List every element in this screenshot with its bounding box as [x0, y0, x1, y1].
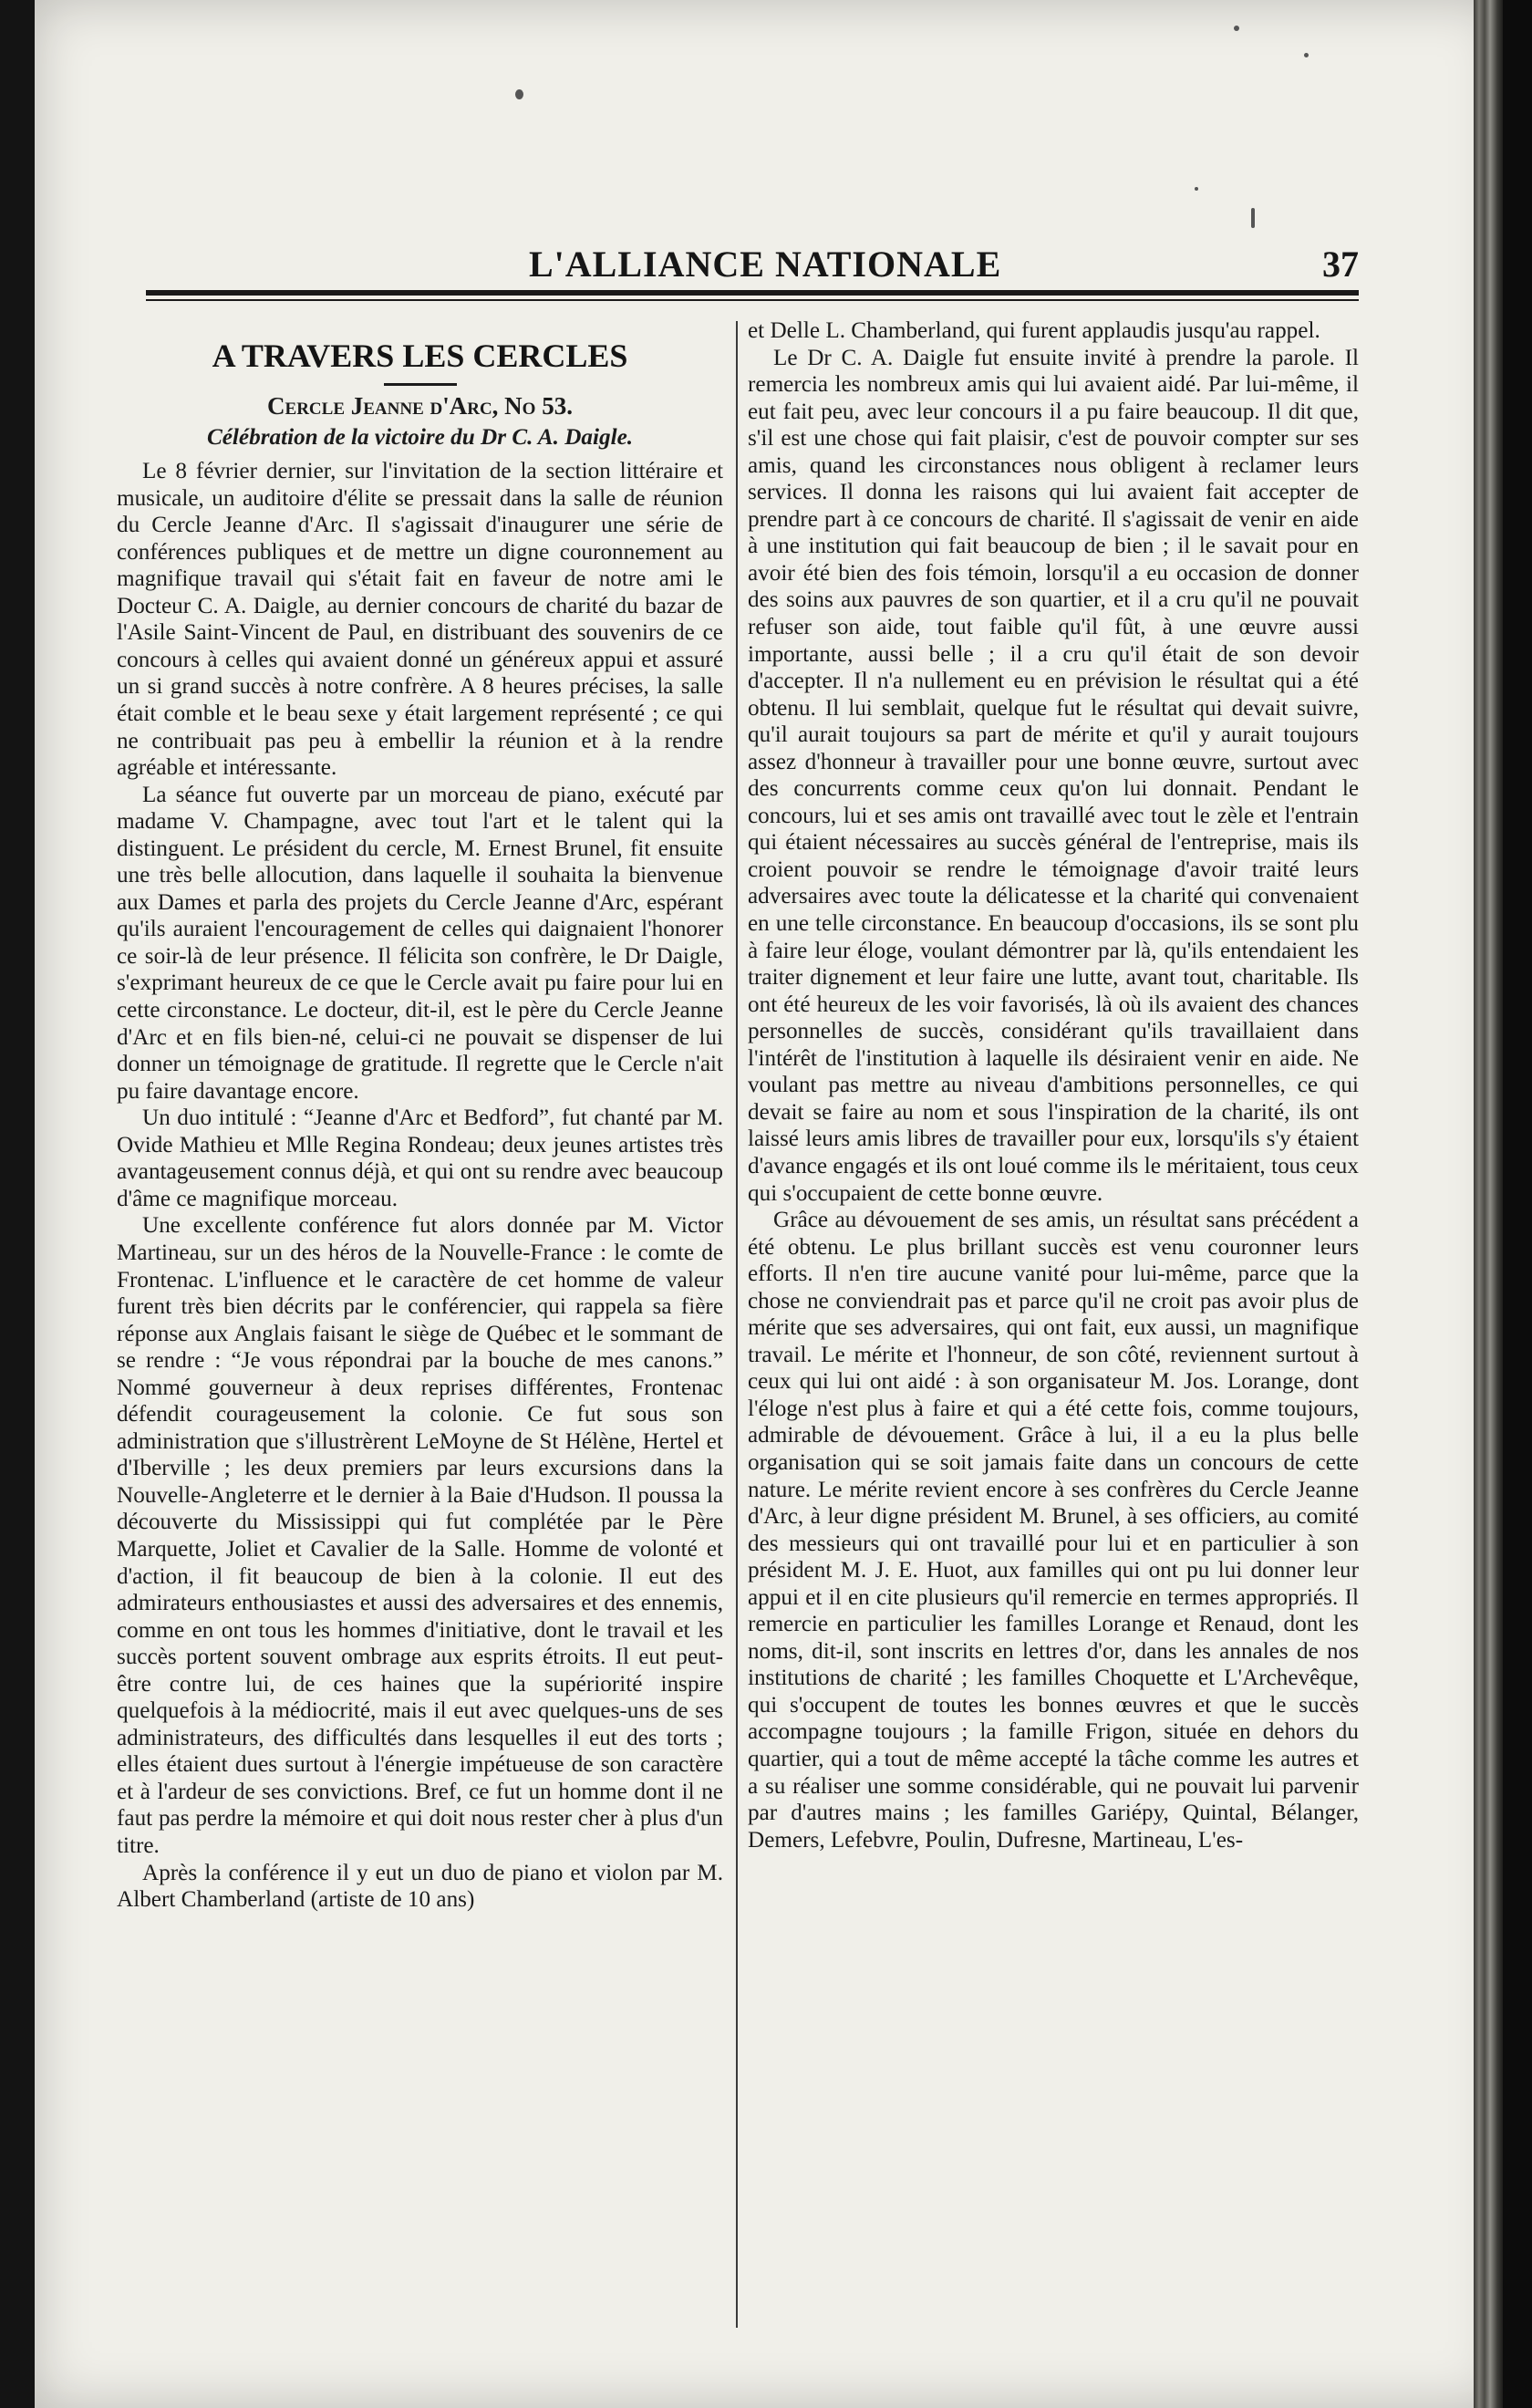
left-column: [117, 319, 723, 1914]
page-header: [146, 243, 1359, 297]
paragraph: Après la conférence il y eut un duo de piano et violon par M. Albert Chamberland (artiste de 10 ans): [117, 1860, 723, 1913]
running-head: L'ALLIANCE NATIONALE: [529, 244, 1002, 285]
event-subheading: Célébration de la victoire du Dr C. A. Daigle.: [206, 424, 634, 450]
paragraph: Grâce au dévouement de ses amis, un résultat sans précédent a été obtenu. Le plus brillant succès est venu couronner leurs efforts. Il n'en tire aucune vanité pour lui-même, parce que la chose ne conviendrait pas et parce qu'il ne croit pas avoir plus de mérite que ses adversaires, qui ont fait, eux aussi, un magnifique travail. Le mérite et l'honneur, de son côté, reviennent surtout à ceux qui lui ont aidé : à son organisateur M. Jos. Lorange, dont l'éloge n'est plus à faire et qui a été cette fois, comme toujours, admirable de dévouement. Grâce à lui, il a eu la plus belle organisation qui se soit jamais faite dans un concours de cette nature. Le mérite revient encore à ses confrères du Cercle Jeanne d'Arc, à leur digne président M. Brunel, à ses officiers, au comité des messieurs qui ont travaillé pour lui et en particulier à son président M. J. E. Huot, aux familles qui ont pu lui donner leur appui et il en cite plusieurs qu'il remercie en termes appropriés. Il remercie en particulier les familles Lorange et Renaud, dont les noms, dit-il, sont inscrits en lettres d'or, dans les annales de nos institutions de charité ; les familles Choquette et L'Archevêque, qui s'occupent de toutes les bonnes œuvres et que le succès accompagne toujours ; la famille Frigon, située en dehors du quartier, qui a tout de même accepté la tâche comme les autres et a su réaliser une somme considérable, qui ne pouvait lui parvenir par d'autres mains ; les familles Gariépy, Quintal, Bélanger, Demers, Lefebvre, Poulin, Dufresne, Martineau, L'es-: [748, 1208, 1359, 1853]
paragraph: Une excellente conférence fut alors donnée par M. Victor Martineau, sur un des héros de la Nouvelle-France : le comte de Frontenac. L'influence et le caractère de cet homme de valeur furent très bien décrits par le conférencier, qui rappela sa fière réponse aux Anglais faisant le siège de Québec et le sommant de se rendre : “Je vous répondrai par la bouche de mes canons.” Nommé gouverneur à deux reprises différentes, Frontenac défendit courageusement la colonie. Ce fut sous son administration que s'illustrèrent LeMoyne de St Hélène, Hertel et d'Iberville ; les deux premiers par leurs excursions dans la Nouvelle-Angleterre et le dernier à la Baie d'Hudson. Il poussa la découverte du Mississippi qui fut complétée par le Père Marquette, Joliet et Cavalier de la Salle. Homme de volonté et d'action, il fit beaucoup de bien à la colonie. Il eut des admirateurs enthousiastes et aussi des adversaires et des ennemis, comme en ont tous les hommes d'initiative, dont le travail et les succès portent souvent ombrage aux esprits étroits. Il eut peut-être contre lui, de ces haines que la supériorité inspire quelquefois à la médiocrité, mais il eut avec quelques-uns de ses administrateurs, des difficultés dans lesquelles il eut des torts ; elles étaient dues surtout à l'énergie impétueuse de son caractère et à l'ardeur de ses convictions. Bref, ce fut un homme dont il ne faut pas perdre la mémoire et qui doit nous rester cher à plus d'un titre.: [117, 1213, 723, 1858]
paragraph: Un duo intitulé : “Jeanne d'Arc et Bedford”, fut chanté par M. Ovide Mathieu et Mlle Regina Rondeau; deux jeunes artistes très avantageusement connus déjà, et qui ont su rendre avec beaucoup d'âme ce magnifique morceau.: [117, 1105, 723, 1211]
paragraph: Le 8 février dernier, sur l'invitation de la section littéraire et musicale, un auditoire d'élite se pressait dans la salle de réunion du Cercle Jeanne d'Arc. Il s'agissait d'inaugurer une série de conférences publiques et de mettre un digne couronnement au magnifique travail qui s'était fait en faveur de notre ami le Docteur C. A. Daigle, au dernier concours de charité du bazar de l'Asile Saint-Vincent de Paul, en distribuant des souvenirs de ce concours à celles qui avaient donné un généreux appui et assuré un si grand succès à notre confrère. A 8 heures précises, la salle était comble et le beau sexe y était largement représenté ; ce qui ne contribuait pas peu à embellir la réunion et à la rendre agréable et intéressante.: [117, 459, 723, 781]
ink-speck: [1304, 53, 1309, 57]
article-title: A TRAVERS LES CERCLES: [212, 337, 628, 374]
column-divider: [736, 321, 738, 2328]
page-number: 37: [1322, 244, 1359, 285]
right-column: [748, 317, 1359, 1853]
page-fore-edge: [1474, 0, 1503, 2408]
paragraph-continuation: et Delle L. Chamberland, qui furent applaudis jusqu'au rappel.: [748, 318, 1320, 343]
ink-speck: [515, 89, 523, 99]
circle-heading: Cercle Jeanne d'Arc, No 53.: [267, 392, 573, 420]
paragraph: Le Dr C. A. Daigle fut ensuite invité à prendre la parole. Il remercia les nombreux amis qui lui avaient aidé. Par lui-même, il eut fait peu, avec leur concours il a pu faire beaucoup. Il dit que, s'il est une chose qui fait plaisir, c'est de pouvoir compter sur ses amis, quand les circonstances nous obligent à reclamer leurs services. Il donna les raisons qui lui avaient fait accepter de prendre part à ce concours de charité. Il s'agissait de venir en aide à une institution qui fait beaucoup de bien ; il le savait pour en avoir été bien des fois témoin, lorsqu'il a eu occasion de donner des soins aux pauvres de son quartier, et il a cru qu'il ne pouvait refuser son aide, tout faible qu'il fût, à une œuvre aussi importante, aussi belle ; il a cru qu'il était de son devoir d'accepter. Il n'a nullement eu en prévision le résultat qui a été obtenu. Il lui semblait, quelque fut le résultat qui devait suivre, qu'il aurait toujours sa part de mérite et qu'il y aurait toujours assez d'honneur à travailler pour une bonne œuvre, surtout avec des concurrents comme ceux qu'on lui donnait. Pendant le concours, lui et ses amis ont travaillé avec tout le zèle et l'entrain qui étaient nécessaires au succès général de l'entreprise, mais ils croient pouvoir se rendre le témoignage d'avoir traité leurs adversaires avec toute la délicatesse et la charité qui convenaient en une telle circonstance. En beaucoup d'occasions, ils se sont plu à faire leur éloge, voulant démontrer par là, qu'ils entendaient les traiter dignement et leur faire une lutte, avant tout, charitable. Ils ont été heureux de les voir favorisés, là où ils avaient des chances personnelles de succès, considérant qu'ils travaillaient dans l'intérêt de l'institution à laquelle ils désiraient venir en aide. Ne voulant pas mettre au niveau d'ambitions personnelles, ce qui devait se faire au nom et sous l'inspiration de la charité, ils ont laissé leurs amis libres de travailler pour eux, lorsqu'ils s'y étaient d'avance engagés et ils ont loué comme ils le méritaient, tous ceux qui s'occupaient de cette bonne œuvre.: [748, 345, 1359, 1206]
ink-speck: [1234, 26, 1239, 31]
header-rule: [146, 290, 1359, 296]
paragraph: La séance fut ouverte par un morceau de piano, exécuté par madame V. Champagne, avec tout l'art et le talent qui la distinguent. Le président du cercle, M. Ernest Brunel, fit ensuite une très belle allocution, dans laquelle il souhaita la bienvenue aux Dames et parla des projets du Cercle Jeanne d'Arc, espérant qu'ils auraient l'encouragement de celles qui daignaient l'honorer ce soir-là de leur présence. Il félicita son confrère, le Dr Daigle, s'exprimant heureux de ce que le Cercle avait pu faire pour lui en cette circonstance. Le docteur, dit-il, est le père du Cercle Jeanne d'Arc et en fils bien-né, celui-ci ne pouvait se dispenser de lui donner un témoignage de gratitude. Il regrette que le Cercle n'ait pu faire davantage encore.: [117, 782, 723, 1104]
ink-speck: [1195, 187, 1198, 191]
ink-speck: [1251, 208, 1255, 228]
header-rule-thin: [146, 299, 1359, 301]
scan-left-edge: [0, 0, 35, 2408]
title-rule: [384, 383, 457, 386]
